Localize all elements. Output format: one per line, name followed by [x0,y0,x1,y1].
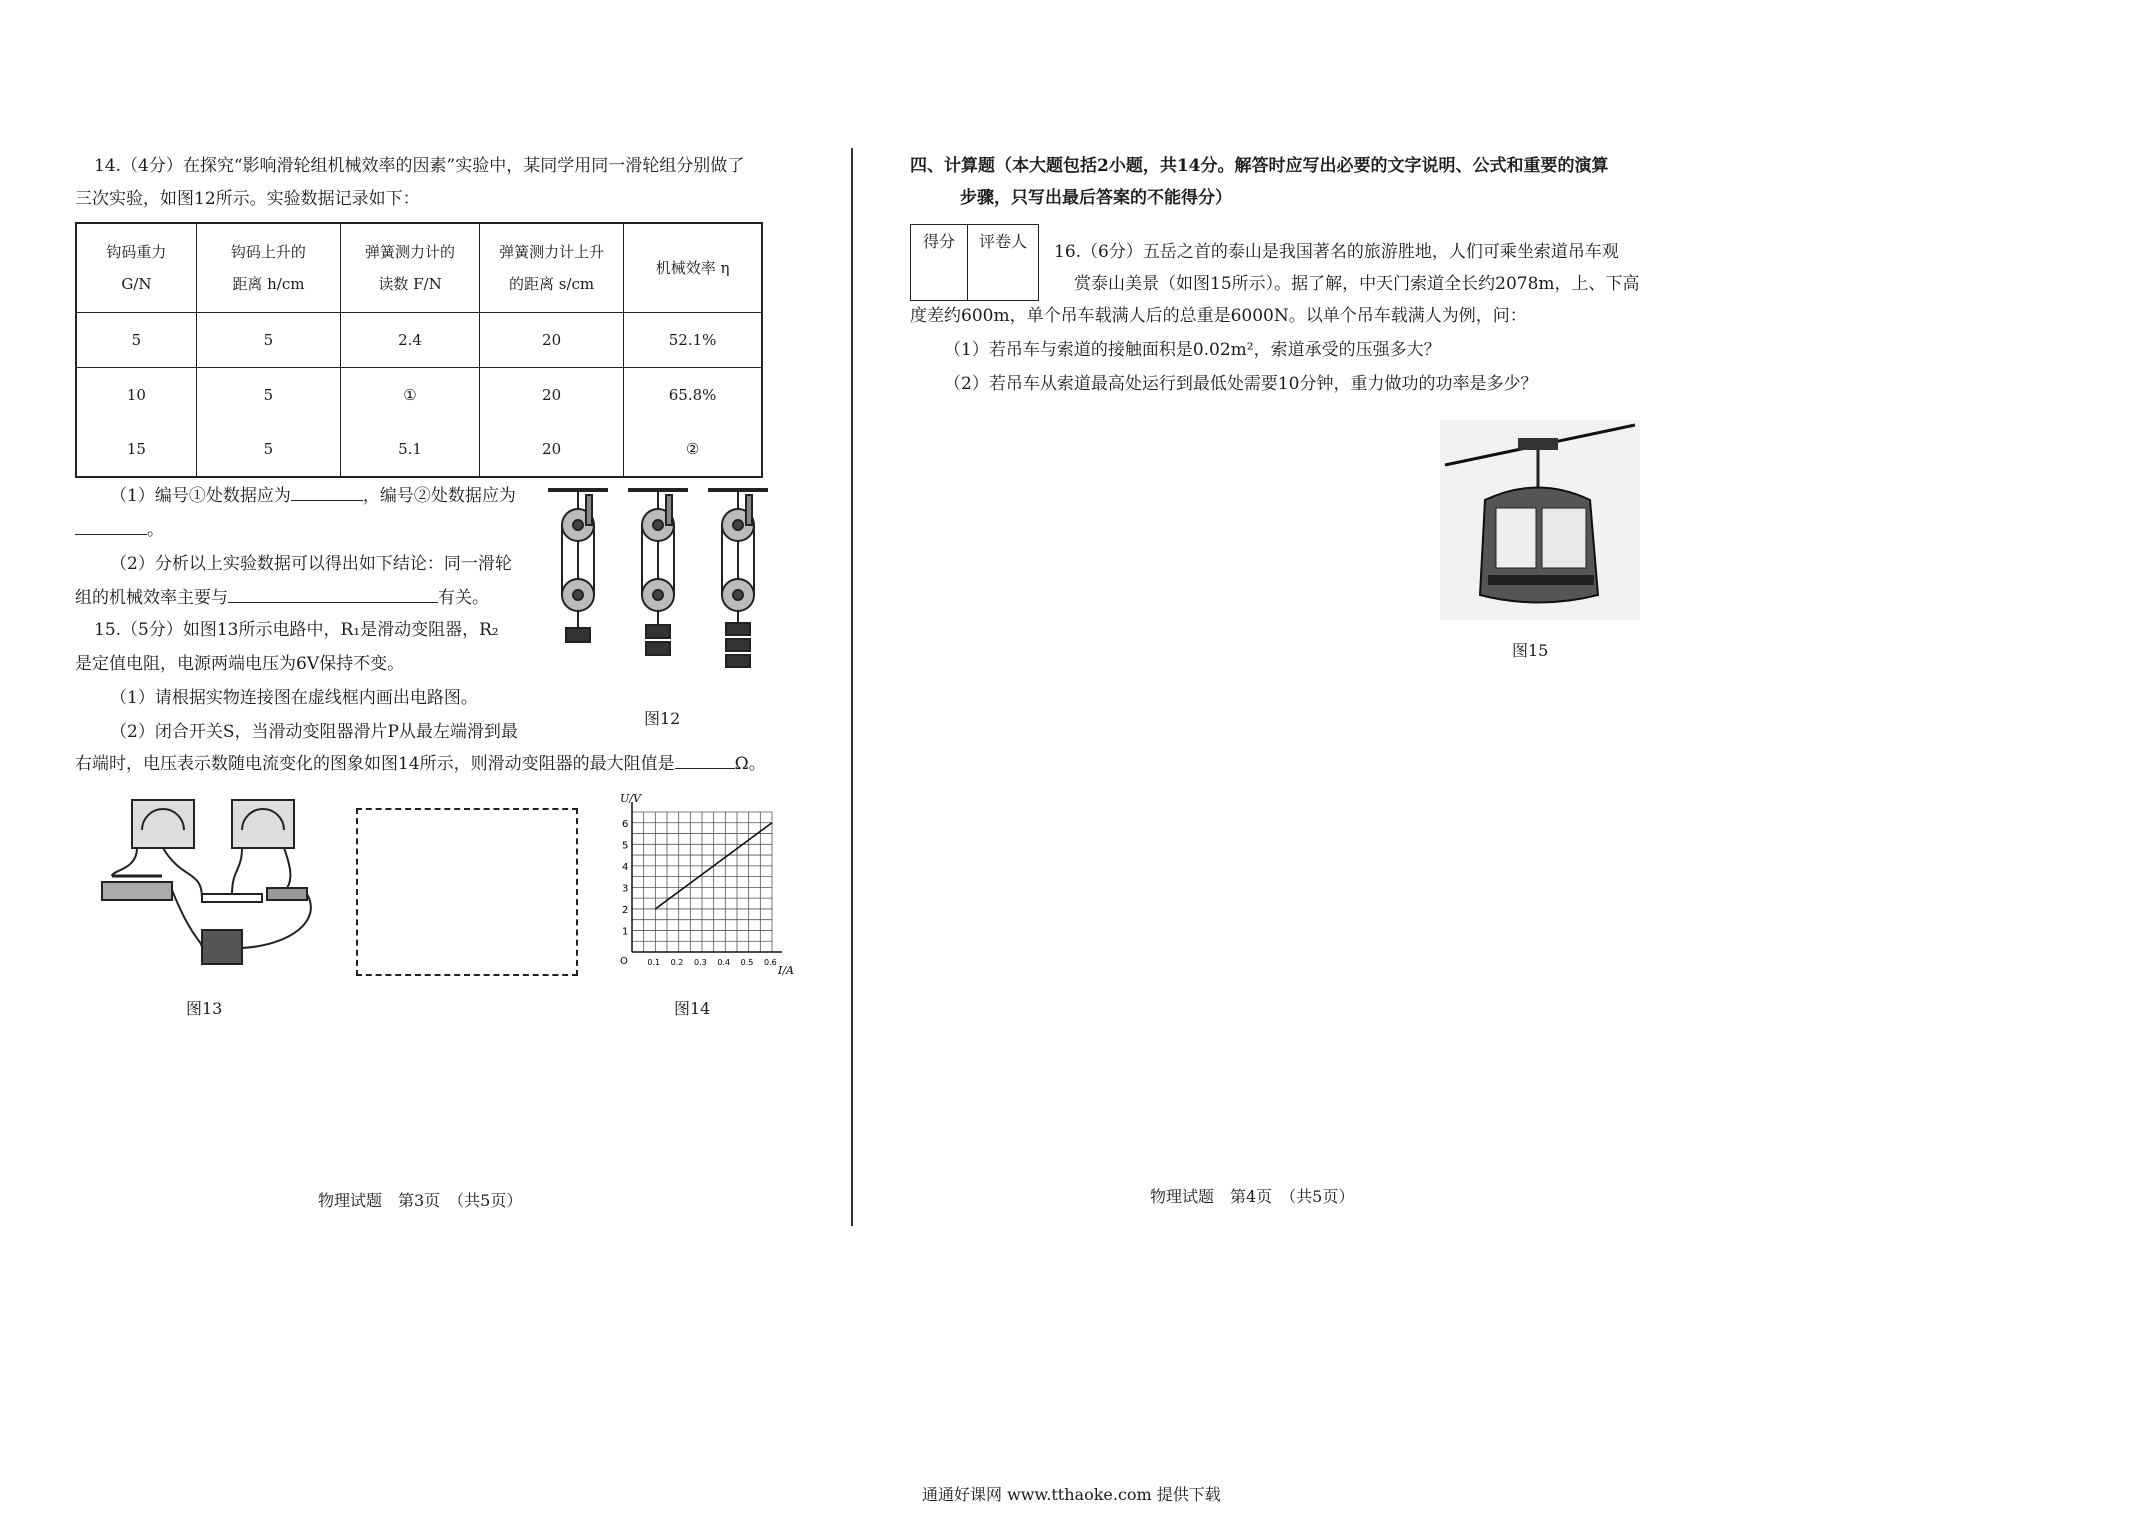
x-tick-label: 0.1 [647,958,661,967]
figure-12-caption: 图12 [644,709,681,728]
table-row [76,313,762,368]
x-tick-label: 0.6 [764,958,777,967]
figure-13-caption: 图13 [186,999,223,1018]
table-header: 机械效率 η [624,223,762,313]
y-tick-label: 2 [622,904,629,916]
table-cell: 5 [196,422,340,477]
table-header-row [76,223,762,313]
table-cell: 15 [76,422,196,477]
table-cell: 5 [196,368,340,423]
y-tick-label: 1 [622,926,629,938]
table-cell: 20 [480,368,624,423]
table-cell: 10 [76,368,196,423]
figure-15-caption: 图15 [1512,641,1549,660]
page-divider [851,148,853,1226]
circuit-drawing-area[interactable] [356,808,578,976]
answer-blank[interactable] [228,602,438,603]
q16-line1: 16.（6分）五岳之首的泰山是我国著名的旅游胜地，人们可乘坐索道吊车观 [1054,242,1619,262]
q16-sub2: （2）若吊车从索道最高处运行到最低处需要10分钟，重力做功的功率是多少？ [944,374,1538,394]
q15-line1: 15.（5分）如图13所示电路中，R₁是滑动变阻器，R₂ [94,620,499,640]
section-title-cont: 步骤，只写出最后答案的不能得分） [960,188,1232,208]
table-cell: 65.8% [624,368,762,423]
q15-sub2: （2）闭合开关S，当滑动变阻器滑片P从最左端滑到最 [110,722,518,742]
table-cell: 2.4 [341,313,480,368]
x-tick-label: 0.5 [740,958,754,967]
y-axis-label: U/V [620,792,641,805]
table-cell: 52.1% [624,313,762,368]
ui-chart [604,792,794,982]
score-box [910,224,1039,301]
origin-label: O [620,956,628,967]
table-row [76,368,762,423]
q16-line3: 度差约600m，单个吊车载满人后的总重是6000N。以单个吊车载满人为例，问： [910,306,1527,326]
grader-label: 评卷人 [968,225,1039,301]
x-tick-label: 0.3 [694,958,707,967]
circuit-icon [92,790,322,970]
table-cell: 20 [480,422,624,477]
answer-blank[interactable] [291,500,363,501]
table-cell: 5.1 [341,422,480,477]
table-cell: 5 [76,313,196,368]
table-header: 弹簧测力计的 读数 F/N [341,223,480,313]
table-cell: 5 [196,313,340,368]
q15-sub1: （1）请根据实物连接图在虚线框内画出电路图。 [110,688,478,708]
x-tick-label: 0.4 [717,958,731,967]
y-tick-label: 3 [622,883,629,895]
q14-sub2-cont: 组的机械效率主要与 有关。 [75,588,489,608]
q14-sub2: （2）分析以上实验数据可以得出如下结论：同一滑轮 [110,554,512,574]
q14-sub1-cont: 。 [75,518,164,542]
x-tick-label: 0.2 [670,958,684,967]
q15-line2: 是定值电阻，电源两端电压为6V保持不变。 [75,654,405,674]
right-page-footer: 物理试题 第4页 （共5页） [1150,1187,1355,1206]
experiment-table [75,222,763,478]
table-cell: ① [341,368,480,423]
figure-14-caption: 图14 [674,999,711,1018]
table-header: 弹簧测力计上升 的距离 s/cm [480,223,624,313]
x-axis-label: I/A [778,964,794,977]
q15-sub2-cont: 右端时，电压表示数随电流变化的图象如图14所示，则滑动变阻器的最大阻值是 Ω。 [75,754,766,774]
download-credit: 通通好课网 www.tthaoke.com 提供下载 [922,1485,1221,1504]
q14-line2: 三次实验，如图12所示。实验数据记录如下： [75,189,420,209]
section-title: 四、计算题（本大题包括2小题，共14分。解答时应写出必要的文字说明、公式和重要的演算 [910,156,1609,176]
answer-blank[interactable] [675,768,735,769]
q14-line1: 14.（4分）在探究“影响滑轮组机械效率的因素”实验中，某同学用同一滑轮组分别做了 [94,156,745,176]
cable-car-icon [1440,420,1640,620]
q16-line2: 赏泰山美景（如图15所示）。据了解，中天门索道全长约2078m，上、下高 [1074,274,1640,294]
y-tick-label: 5 [622,840,629,852]
q16-sub1: （1）若吊车与索道的接触面积是0.02m²，索道承受的压强多大？ [944,340,1441,360]
table-header: 钩码重力 G/N [76,223,196,313]
table-header: 钩码上升的 距离 h/cm [196,223,340,313]
score-label: 得分 [911,225,968,301]
q14-sub1: （1）编号①处数据应为 ，编号②处数据应为 [110,486,516,506]
left-page-footer: 物理试题 第3页 （共5页） [318,1191,523,1210]
table-row [76,422,762,477]
table-cell: 20 [480,313,624,368]
y-tick-label: 6 [622,818,629,830]
table-cell: ② [624,422,762,477]
answer-blank[interactable] [75,534,147,535]
pulley-icon [548,480,773,700]
y-tick-label: 4 [622,861,629,873]
